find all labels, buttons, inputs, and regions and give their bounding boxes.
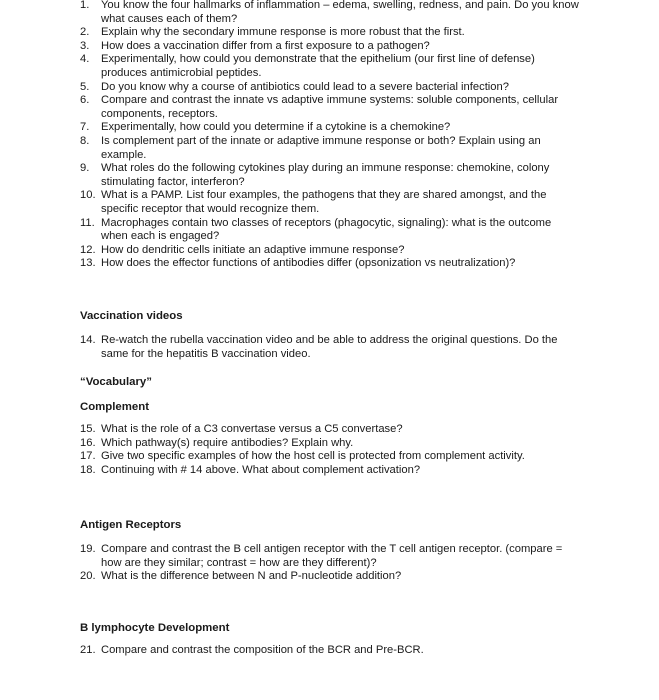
question-item	[80, 162, 580, 189]
question-text: Give two specific examples of how the host cell is protected from complement activity.	[101, 450, 525, 463]
question-item	[80, 644, 580, 658]
question-item	[80, 437, 580, 451]
question-text: Experimentally, how could you determine if a cytokine is a chemokine?	[101, 121, 451, 134]
question-list-vaccination	[80, 334, 580, 361]
section-heading-b-lymphocyte-development: B lymphocyte Development	[80, 622, 230, 634]
question-list-general	[80, 0, 580, 271]
question-number: 16.	[80, 436, 96, 449]
question-text: How does a vaccination differ from a first exposure to a pathogen?	[101, 39, 430, 52]
question-text: Compare and contrast the innate vs adaptive immune systems: soluble components, cellular components, receptors.	[101, 94, 559, 120]
question-text: What is the difference between N and P-nucleotide addition?	[101, 570, 402, 583]
question-text: What is a PAMP. List four examples, the pathogens that they are shared amongst, and the specific receptor that would recognize them.	[101, 189, 547, 215]
question-number: 15.	[80, 423, 96, 435]
question-item	[80, 121, 580, 135]
section-heading-antigen-receptors: Antigen Receptors	[80, 519, 182, 531]
question-item	[80, 543, 580, 570]
question-number: 21.	[80, 644, 96, 656]
question-list-complement	[80, 423, 580, 477]
question-number: 2.	[80, 26, 90, 39]
question-text: Macrophages contain two classes of receptors (phagocytic, signaling): what is the outcome when each is engaged?	[101, 216, 552, 243]
question-text: What roles do the following cytokines play during an immune response: chemokine, colony stimulating factor, interferon?	[101, 162, 550, 188]
question-item	[80, 464, 580, 478]
question-number: 14.	[80, 334, 96, 346]
question-number: 19.	[80, 543, 96, 555]
question-item	[80, 135, 580, 162]
question-item	[80, 189, 580, 216]
question-item	[80, 217, 580, 244]
question-item	[80, 81, 580, 95]
question-number: 10.	[80, 189, 96, 202]
question-text: Which pathway(s) require antibodies? Explain why.	[101, 436, 354, 449]
question-text: Explain why the secondary immune response is more robust that the first.	[101, 26, 465, 39]
question-text: Do you know why a course of antibiotics could lead to a severe bacterial infection?	[101, 80, 509, 93]
section-heading-vaccination-videos: Vaccination videos	[80, 310, 183, 322]
question-number: 11.	[80, 216, 95, 229]
question-number: 13.	[80, 257, 96, 270]
question-text: You know the four hallmarks of inflammation – edema, swelling, redness, and pain. Do you know what causes each of them?	[101, 0, 579, 25]
question-number: 4.	[80, 53, 90, 66]
question-number: 17.	[80, 450, 96, 463]
question-number: 8.	[80, 134, 90, 147]
question-item	[80, 244, 580, 258]
question-number: 3.	[80, 39, 90, 52]
question-text: Experimentally, how could you demonstrate that the epithelium (our first line of defense) produces antimicrobial peptides.	[101, 53, 535, 79]
question-text: How does the effector functions of antibodies differ (opsonization vs neutralization)?	[101, 257, 516, 270]
question-number: 1.	[80, 0, 90, 11]
question-number: 7.	[80, 121, 90, 134]
question-item	[80, 40, 580, 54]
question-item	[80, 53, 580, 80]
question-text: Re-watch the rubella vaccination video and be able to address the original questions. Do the same for the hepatitis B vaccination video.	[101, 334, 558, 360]
question-number: 18.	[80, 463, 96, 476]
question-item	[80, 423, 580, 437]
question-item	[80, 0, 580, 26]
question-number: 5.	[80, 80, 90, 93]
question-text: How do dendritic cells initiate an adaptive immune response?	[101, 243, 405, 256]
question-text: What is the role of a C3 convertase versus a C5 convertase?	[101, 423, 403, 435]
question-item	[80, 94, 580, 121]
question-number: 9.	[80, 162, 90, 175]
question-list-b-lymphocyte	[80, 644, 580, 658]
question-item	[80, 26, 580, 40]
question-number: 6.	[80, 94, 90, 107]
question-text: Is complement part of the innate or adaptive immune response or both? Explain using an example.	[101, 134, 541, 161]
question-text: Compare and contrast the B cell antigen receptor with the T cell antigen receptor. (compare = how are they similar; contrast = how are they different)?	[101, 543, 563, 569]
question-item	[80, 334, 580, 361]
question-number: 20.	[80, 570, 96, 583]
section-heading-complement: Complement	[80, 401, 149, 413]
question-number: 12.	[80, 243, 96, 256]
question-item	[80, 257, 580, 271]
question-list-antigen-receptors	[80, 543, 580, 584]
question-item	[80, 570, 580, 584]
question-text: Continuing with # 14 above. What about complement activation?	[101, 463, 421, 476]
question-item	[80, 450, 580, 464]
question-text: Compare and contrast the composition of the BCR and Pre-BCR.	[101, 644, 424, 656]
section-heading-vocabulary: “Vocabulary”	[80, 376, 152, 388]
